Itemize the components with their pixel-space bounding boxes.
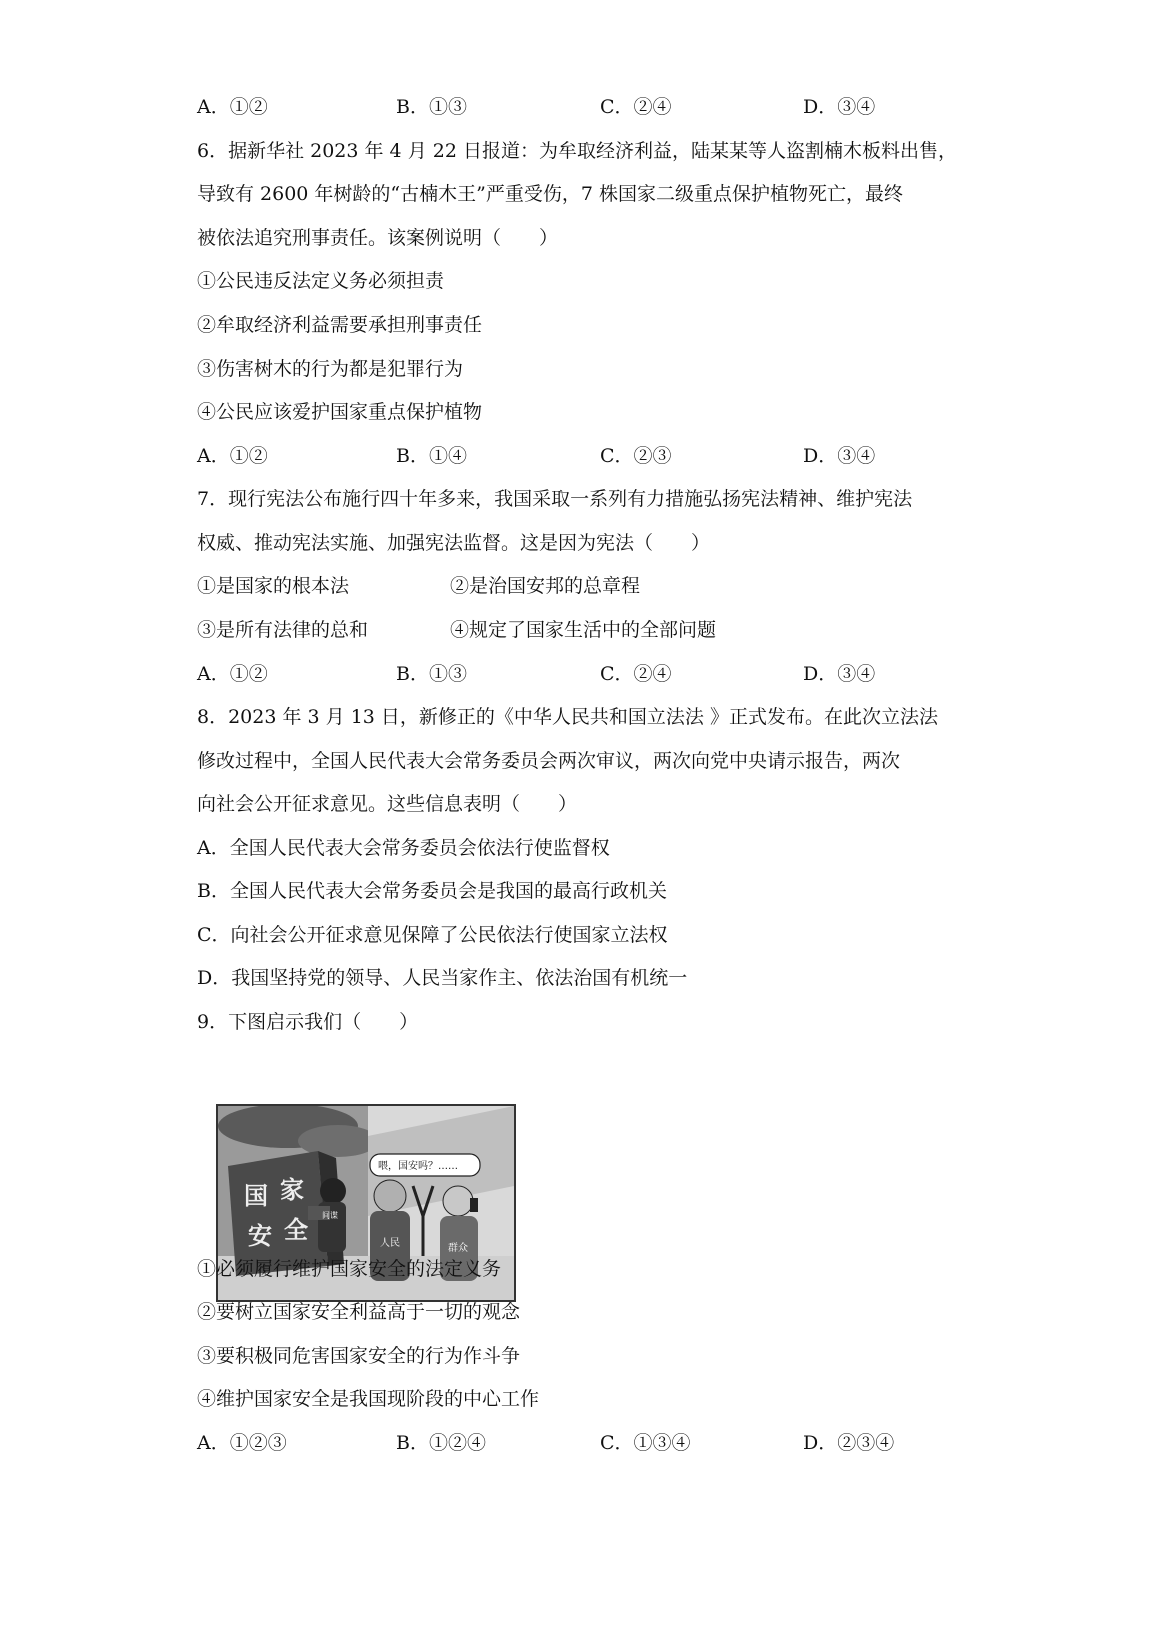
q6-option-c[interactable]: C．②③	[600, 445, 672, 467]
q7-item-1: ①是国家的根本法	[197, 575, 350, 597]
q9-option-d[interactable]: D．②③④	[803, 1432, 895, 1454]
q9-item-3: ③要积极同危害国家安全的行为作斗争	[197, 1345, 521, 1367]
q9-item-4: ④维护国家安全是我国现阶段的中心工作	[197, 1388, 540, 1410]
q6-stem-line-2: 导致有 2600 年树龄的“古楠木王”严重受伤，7 株国家二级重点保护植物死亡，最终	[197, 183, 903, 205]
q9-stem: 9．下图启示我们（ ）	[197, 1011, 419, 1033]
q7-item-4: ④规定了国家生活中的全部问题	[450, 619, 717, 641]
sign-char-2: 家	[280, 1177, 304, 1204]
q6-option-a[interactable]: A．①②	[197, 445, 268, 467]
q8-choice-d[interactable]: D．我国坚持党的领导、人民当家作主、依法治国有机统一	[197, 967, 688, 989]
q9-option-a[interactable]: A．①②③	[197, 1432, 287, 1454]
speech-bubble-text: 喂，国安吗？……	[378, 1161, 458, 1172]
q7-item-2: ②是治国安邦的总章程	[450, 575, 641, 597]
q5-option-a[interactable]: A．①②	[197, 96, 268, 118]
q7-stem-line-1: 7．现行宪法公布施行四十年多来，我国采取一系列有力措施弘扬宪法精神、维护宪法	[197, 488, 913, 510]
q6-item-4: ④公民应该爱护国家重点保护植物	[197, 401, 483, 423]
q8-choice-a[interactable]: A．全国人民代表大会常务委员会依法行使监督权	[197, 837, 610, 859]
q5-options	[197, 95, 977, 119]
label-masses: 群众	[448, 1243, 468, 1254]
q9-option-c[interactable]: C．①③④	[600, 1432, 691, 1454]
q7-stem-line-2: 权威、推动宪法实施、加强宪法监督。这是因为宪法（ ）	[197, 532, 711, 554]
q6-item-3: ③伤害树木的行为都是犯罪行为	[197, 358, 464, 380]
q9-item-2: ②要树立国家安全利益高于一切的观念	[197, 1301, 521, 1323]
q8-stem-line-3: 向社会公开征求意见。这些信息表明（ ）	[197, 793, 578, 815]
q6-options	[197, 444, 977, 468]
q5-option-c[interactable]: C．②④	[600, 96, 672, 118]
q7-option-b[interactable]: B．①③	[396, 663, 467, 685]
q6-stem-line-3: 被依法追究刑事责任。该案例说明（ ）	[197, 227, 559, 249]
q6-option-d[interactable]: D．③④	[803, 445, 876, 467]
q5-option-b[interactable]: B．①③	[396, 96, 467, 118]
q7-options	[197, 662, 977, 686]
sign-char-3: 安	[248, 1223, 272, 1250]
q6-item-1: ①公民违反法定义务必须担责	[197, 270, 445, 292]
q6-item-2: ②牟取经济利益需要承担刑事责任	[197, 314, 483, 336]
q7-option-d[interactable]: D．③④	[803, 663, 876, 685]
q8-stem-line-1: 8．2023 年 3 月 13 日，新修正的《中华人民共和国立法法 》正式发布。在此次立法法	[197, 706, 938, 728]
q8-choice-c[interactable]: C．向社会公开征求意见保障了公民依法行使国家立法权	[197, 924, 668, 946]
q7-item-3: ③是所有法律的总和	[197, 619, 369, 641]
q6-stem-line-1: 6．据新华社 2023 年 4 月 22 日报道：为牟取经济利益，陆某某等人盗割楠木板料出售，	[197, 140, 957, 162]
label-spy: 间谍	[322, 1211, 338, 1220]
q7-option-a[interactable]: A．①②	[197, 663, 268, 685]
q8-choice-b[interactable]: B．全国人民代表大会常务委员会是我国的最高行政机关	[197, 880, 667, 902]
sign-char-1: 国	[244, 1183, 268, 1210]
q9-option-b[interactable]: B．①②④	[396, 1432, 486, 1454]
q9-options	[197, 1431, 977, 1455]
q9-item-1: ①必须履行维护国家安全的法定义务	[197, 1258, 502, 1280]
q5-option-d[interactable]: D．③④	[803, 96, 876, 118]
q7-option-c[interactable]: C．②④	[600, 663, 672, 685]
sign-char-4: 全	[284, 1217, 308, 1244]
q8-stem-line-2: 修改过程中，全国人民代表大会常务委员会两次审议，两次向党中央请示报告，两次	[197, 750, 901, 772]
q6-option-b[interactable]: B．①④	[396, 445, 467, 467]
label-people: 人民	[380, 1238, 400, 1249]
